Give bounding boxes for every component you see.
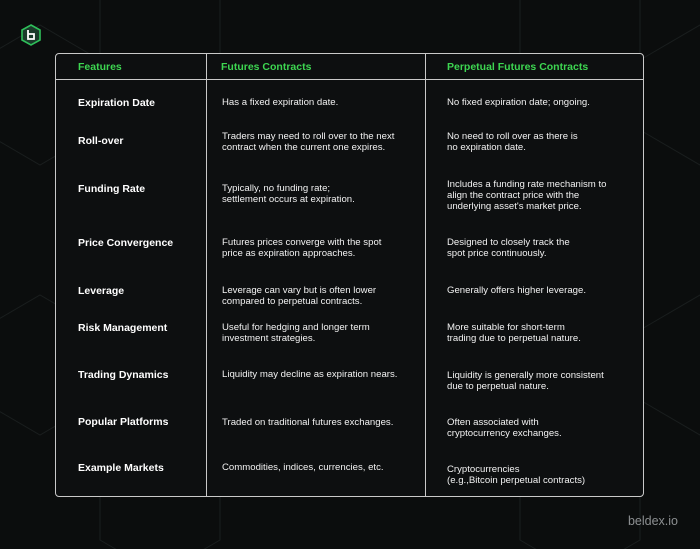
row-perpetual-cell: No need to roll over as there is no expiration date. — [447, 131, 578, 153]
row-feature: Expiration Date — [78, 97, 156, 109]
header-divider — [56, 79, 643, 80]
row-futures-cell: Futures prices converge with the spot price as expiration approaches. — [222, 237, 382, 259]
row-futures-cell: Leverage can vary but is often lower compared to perpetual contracts. — [222, 285, 377, 307]
row-futures-cell: Typically, no funding rate; settlement occurs at expiration. — [222, 183, 355, 205]
row-perpetual-cell: Includes a funding rate mechanism to align the contract price with the underlying asset's market price. — [447, 179, 607, 212]
header-features: Features — [78, 61, 122, 73]
comparison-table — [55, 53, 644, 497]
header-perpetual-futures-contracts: Perpetual Futures Contracts — [447, 61, 589, 73]
row-perpetual-cell: Often associated with cryptocurrency exchanges. — [447, 417, 562, 439]
row-feature: Funding Rate — [78, 183, 146, 195]
header-futures-contracts: Futures Contracts — [221, 61, 312, 73]
row-feature: Trading Dynamics — [78, 369, 169, 381]
row-feature: Leverage — [78, 285, 125, 297]
row-feature: Example Markets — [78, 462, 164, 474]
beldex-logo-icon — [20, 24, 42, 46]
row-feature: Roll-over — [78, 135, 124, 147]
row-feature: Popular Platforms — [78, 416, 169, 428]
row-futures-cell: Commodities, indices, currencies, etc. — [222, 462, 384, 473]
column-divider — [425, 54, 426, 496]
row-futures-cell: Traded on traditional futures exchanges. — [222, 417, 394, 428]
row-futures-cell: Liquidity may decline as expiration nears. — [222, 369, 398, 380]
row-perpetual-cell: Designed to closely track the spot price continuously. — [447, 237, 570, 259]
row-feature: Risk Management — [78, 322, 168, 334]
row-perpetual-cell: More suitable for short-term trading due to perpetual nature. — [447, 322, 581, 344]
row-perpetual-cell: Generally offers higher leverage. — [447, 285, 587, 296]
row-perpetual-cell: No fixed expiration date; ongoing. — [447, 97, 590, 108]
row-futures-cell: Has a fixed expiration date. — [222, 97, 339, 108]
row-futures-cell: Traders may need to roll over to the next contract when the current one expires. — [222, 131, 395, 153]
column-divider — [206, 54, 207, 496]
row-perpetual-cell: Cryptocurrencies (e.g.,Bitcoin perpetual contracts) — [447, 464, 586, 486]
row-perpetual-cell: Liquidity is generally more consistent due to perpetual nature. — [447, 370, 604, 392]
row-futures-cell: Useful for hedging and longer term investment strategies. — [222, 322, 370, 344]
brand-watermark: beldex.io — [627, 514, 678, 528]
row-feature: Price Convergence — [78, 237, 174, 249]
